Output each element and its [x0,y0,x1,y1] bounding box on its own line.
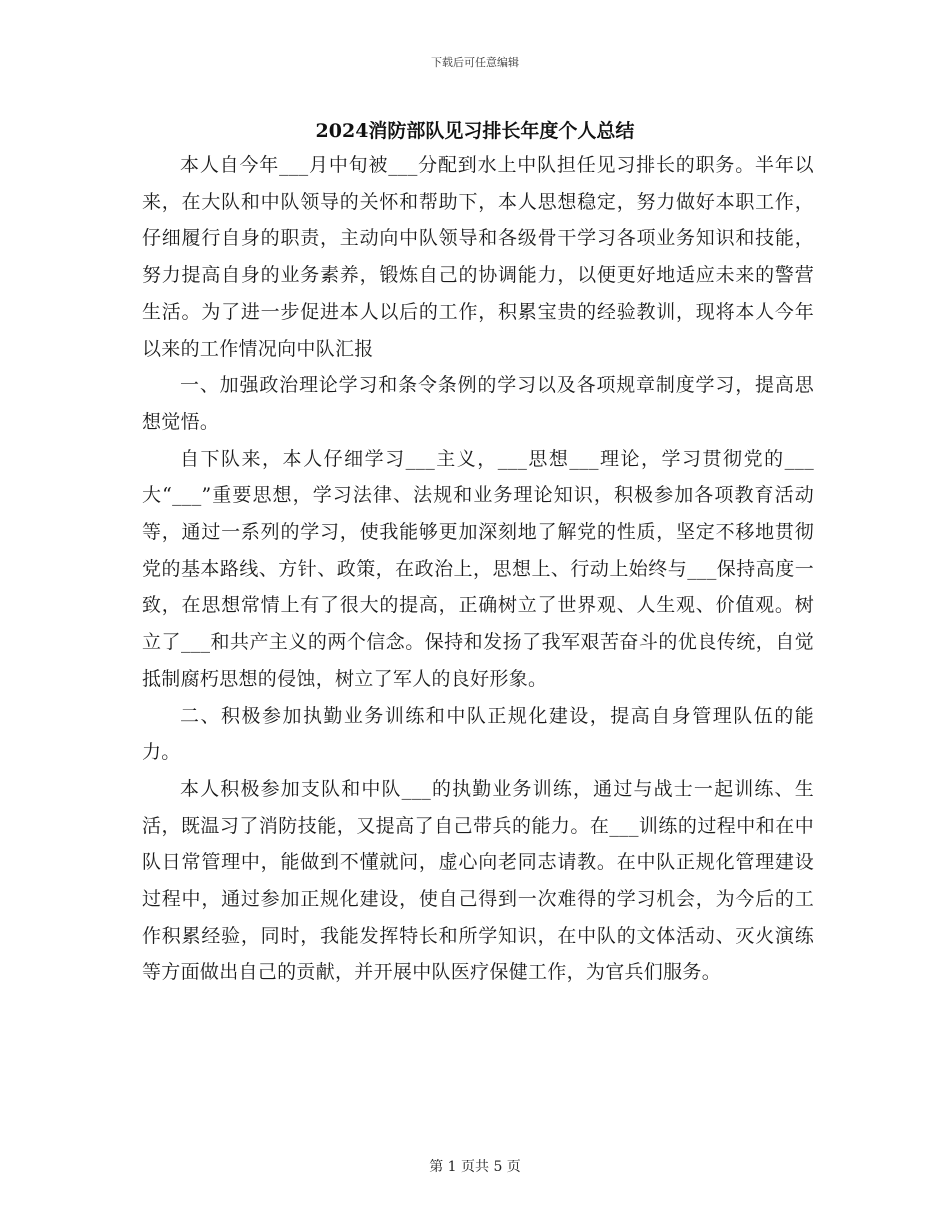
paragraph: 一、加强政治理论学习和条令条例的学习以及各项规章制度学习，提高思想觉悟。 [142,374,814,433]
paragraph: 自下队来，本人仔细学习___主义，___思想___理论，学习贯彻党的___大“___”重要思想，学习法律、法规和业务理论知识，积极参加各项教育活动等，通过一系列的学习，使我能够更加深刻地了解党的性质，坚定不移地贯彻党的基本路线、方针、政策，在政治上，思想上、行动上始终与___保持高度一致，在思想常情上有了很大的提高，正确树立了世界观、人生观、价值观。树立了___和共产主义的两个信念。保持和发扬了我军艰苦奋斗的优良传统，自觉抵制腐朽思想的侵蚀，树立了军人的良好形象。 [142,447,814,690]
paragraph: 本人自今年___月中旬被___分配到水上中队担任见习排长的职务。半年以来，在大队和中队领导的关怀和帮助下，本人思想稳定，努力做好本职工作，仔细履行自身的职责，主动向中队领导和各级骨干学习各项业务知识和技能，努力提高自身的业务素养，锻炼自己的协调能力，以便更好地适应未来的警营生活。为了进一步促进本人以后的工作，积累宝贵的经验教训，现将本人今年以来的工作情况向中队汇报 [142,154,814,360]
paragraph: 二、积极参加执勤业务训练和中队正规化建设，提高自身管理队伍的能力。 [142,704,814,764]
header-note: 下载后可任意编辑 [431,56,519,69]
paragraph: 本人积极参加支队和中队___的执勤业务训练，通过与战士一起训练、生活，既温习了消防技能，又提高了自己带兵的能力。在___训练的过程中和在中队日常管理中，能做到不懂就问，虚心向老同志请教。在中队正规化管理建设过程中，通过参加正规化建设，使自己得到一次难得的学习机会，为今后的工作积累经验，同时，我能发挥特长和所学知识，在中队的文体活动、灭火演练等方面做出自己的贡献，并开展中队医疗保健工作，为官兵们服务。 [142,777,814,984]
document-title: 2024消防部队见习排长年度个人总结 [315,120,635,142]
document-body [142,147,814,991]
page-number: 第 1 页共 5 页 [429,1159,521,1175]
